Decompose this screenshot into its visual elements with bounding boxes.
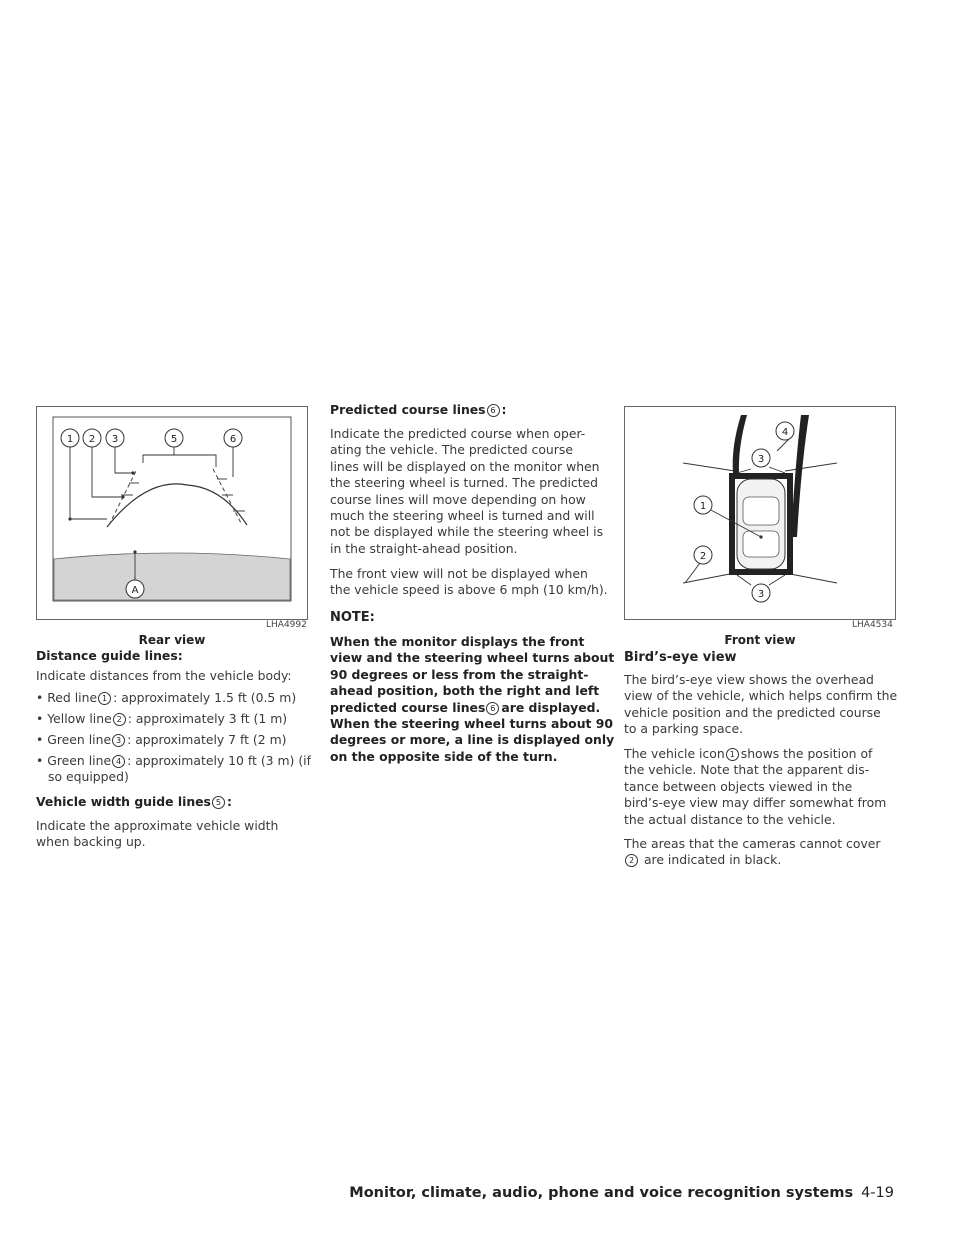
front-label-2: 2 — [699, 551, 707, 562]
rear-figure-code: LHA4992 — [266, 620, 307, 630]
rear-figure-caption: Rear view — [138, 633, 206, 647]
section-title: Monitor, climate, audio, phone and voice recognition systems — [349, 1185, 854, 1201]
distance-intro: Indicate distances from the vehicle body: — [36, 668, 292, 683]
bullet-green-3m-cont: so equipped) — [48, 769, 129, 784]
front-view-figure — [624, 406, 896, 620]
front-view-diagram — [625, 407, 895, 619]
vehicle-width-text-2: when backing up. — [36, 834, 146, 849]
page-footer — [349, 1185, 894, 1201]
vehicle-width-heading: Vehicle width guide lines 5 : — [36, 794, 232, 809]
birds-eye-paragraph-1: The bird’s-eye view shows the overhead view of the vehicle, which helps confirm the vehicle position and the predicted course to a parking space. — [624, 672, 898, 737]
front-label-3-bottom: 3 — [757, 589, 765, 600]
predicted-course-heading: Predicted course lines 6 : — [330, 402, 507, 417]
rear-label-6: 6 — [229, 434, 237, 445]
note-text: When the monitor displays the front view and the steering wheel turns about 90 degrees or less from the straight- ahead position, both the right and left predicted course lines 6 are displayed. When the steering wheel turns about 90 degrees or more, a line is displayed only on the opposite side of the turn. — [330, 634, 615, 764]
bullet-green-3m: • Green line 4 : approximately 10 ft (3 m) (if — [36, 753, 311, 768]
vehicle-width-text-1: Indicate the approximate vehicle width — [36, 818, 279, 833]
rear-label-a: A — [131, 585, 139, 596]
rear-label-1: 1 — [66, 434, 74, 445]
rear-label-3: 3 — [111, 434, 119, 445]
front-view-speed-paragraph: The front view will not be displayed when the vehicle speed is above 6 mph (10 km/h). — [330, 566, 608, 598]
rear-view-diagram — [37, 407, 307, 619]
front-label-4: 4 — [781, 427, 789, 438]
predicted-course-paragraph: Indicate the predicted course when oper- ating the vehicle. The predicted course lines will be displayed on the monitor when the steering wheel is turned. The predicted course lines will move depending on how much the steering wheel is turned and will not be displayed while the steering wheel is in the straight-ahead position. — [330, 426, 604, 556]
birds-eye-paragraph-2: The vehicle icon 1 shows the position of the vehicle. Note that the apparent dis- tance between objects viewed in the bird’s-eye view may differ somewhat from the actual distance to the vehicle. — [624, 746, 887, 827]
birds-eye-heading: Bird’s-eye view — [624, 650, 737, 665]
front-figure-code: LHA4534 — [852, 620, 893, 630]
bullet-green-2m: • Green line 3 : approximately 7 ft (2 m) — [36, 732, 287, 747]
front-label-1: 1 — [699, 501, 707, 512]
rear-label-5: 5 — [170, 434, 178, 445]
bullet-yellow: • Yellow line 2 : approximately 3 ft (1 m) — [36, 711, 288, 726]
rear-label-2: 2 — [88, 434, 96, 445]
birds-eye-paragraph-3: The areas that the cameras cannot cover 2 are indicated in black. — [624, 836, 881, 868]
front-label-3-top: 3 — [757, 454, 765, 465]
distance-guide-heading: Distance guide lines: — [36, 648, 183, 663]
rear-view-figure — [36, 406, 308, 620]
page-number: 4-19 — [861, 1185, 894, 1201]
note-heading: NOTE: — [330, 610, 375, 625]
front-figure-caption: Front view — [724, 633, 796, 647]
bullet-red: • Red line 1 : approximately 1.5 ft (0.5 m) — [36, 690, 297, 705]
